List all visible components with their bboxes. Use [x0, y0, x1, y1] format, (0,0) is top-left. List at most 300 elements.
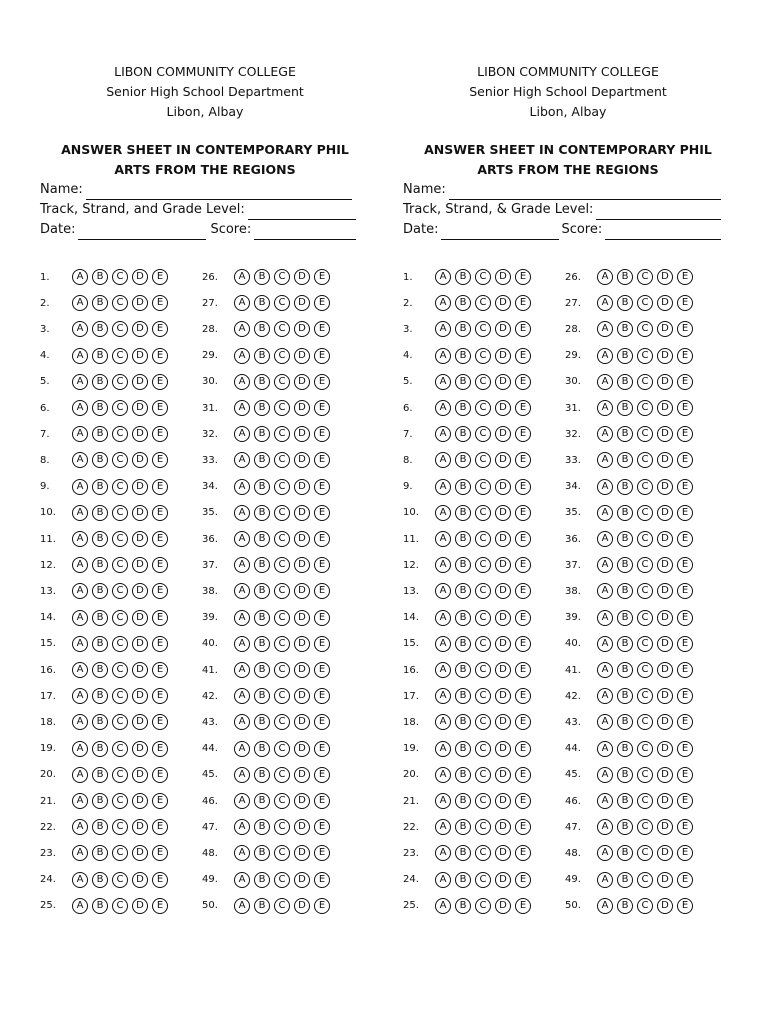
- choice-bubble-a[interactable]: A: [72, 348, 88, 364]
- choice-bubble-e[interactable]: E: [152, 479, 168, 495]
- choice-bubble-c[interactable]: C: [274, 845, 290, 861]
- choice-bubble-b[interactable]: B: [254, 321, 270, 337]
- choice-bubble-b[interactable]: B: [92, 583, 108, 599]
- choice-bubble-d[interactable]: D: [657, 714, 673, 730]
- choice-bubble-b[interactable]: B: [254, 741, 270, 757]
- choice-bubble-e[interactable]: E: [515, 793, 531, 809]
- choice-bubble-d[interactable]: D: [132, 505, 148, 521]
- choice-bubble-b[interactable]: B: [455, 557, 471, 573]
- choice-bubble-d[interactable]: D: [657, 898, 673, 914]
- choice-bubble-a[interactable]: A: [234, 452, 250, 468]
- choice-bubble-b[interactable]: B: [455, 505, 471, 521]
- track-field[interactable]: [40, 200, 370, 220]
- choice-bubble-d[interactable]: D: [657, 767, 673, 783]
- score-line[interactable]: [254, 225, 356, 240]
- choice-bubble-b[interactable]: B: [254, 374, 270, 390]
- choice-bubble-c[interactable]: C: [274, 426, 290, 442]
- date-score-field[interactable]: [40, 220, 370, 240]
- choice-bubble-d[interactable]: D: [495, 505, 511, 521]
- choice-bubble-d[interactable]: D: [294, 557, 310, 573]
- score-line[interactable]: [605, 225, 721, 240]
- choice-bubble-a[interactable]: A: [597, 636, 613, 652]
- choice-bubble-d[interactable]: D: [495, 636, 511, 652]
- choice-bubble-b[interactable]: B: [617, 583, 633, 599]
- choice-bubble-e[interactable]: E: [677, 636, 693, 652]
- choice-bubble-c[interactable]: C: [112, 793, 128, 809]
- choice-bubble-e[interactable]: E: [677, 767, 693, 783]
- choice-bubble-e[interactable]: E: [677, 583, 693, 599]
- choice-bubble-b[interactable]: B: [92, 400, 108, 416]
- choice-bubble-c[interactable]: C: [112, 898, 128, 914]
- choice-bubble-d[interactable]: D: [294, 662, 310, 678]
- choice-bubble-a[interactable]: A: [234, 426, 250, 442]
- choice-bubble-e[interactable]: E: [677, 348, 693, 364]
- choice-bubble-c[interactable]: C: [112, 583, 128, 599]
- choice-bubble-e[interactable]: E: [314, 741, 330, 757]
- choice-bubble-a[interactable]: A: [435, 819, 451, 835]
- choice-bubble-d[interactable]: D: [132, 348, 148, 364]
- choice-bubble-e[interactable]: E: [152, 636, 168, 652]
- choice-bubble-b[interactable]: B: [455, 793, 471, 809]
- choice-bubble-a[interactable]: A: [435, 269, 451, 285]
- choice-bubble-d[interactable]: D: [294, 583, 310, 599]
- choice-bubble-d[interactable]: D: [657, 688, 673, 704]
- choice-bubble-e[interactable]: E: [515, 845, 531, 861]
- choice-bubble-c[interactable]: C: [475, 400, 491, 416]
- choice-bubble-d[interactable]: D: [294, 714, 310, 730]
- choice-bubble-a[interactable]: A: [435, 505, 451, 521]
- choice-bubble-c[interactable]: C: [475, 452, 491, 468]
- choice-bubble-e[interactable]: E: [677, 374, 693, 390]
- choice-bubble-b[interactable]: B: [617, 531, 633, 547]
- choice-bubble-a[interactable]: A: [435, 374, 451, 390]
- choice-bubble-b[interactable]: B: [455, 348, 471, 364]
- choice-bubble-e[interactable]: E: [152, 741, 168, 757]
- choice-bubble-e[interactable]: E: [152, 714, 168, 730]
- choice-bubble-e[interactable]: E: [515, 426, 531, 442]
- choice-bubble-e[interactable]: E: [152, 295, 168, 311]
- choice-bubble-e[interactable]: E: [314, 374, 330, 390]
- choice-bubble-d[interactable]: D: [294, 898, 310, 914]
- choice-bubble-a[interactable]: A: [597, 662, 613, 678]
- choice-bubble-a[interactable]: A: [72, 295, 88, 311]
- choice-bubble-a[interactable]: A: [435, 583, 451, 599]
- choice-bubble-b[interactable]: B: [455, 426, 471, 442]
- choice-bubble-a[interactable]: A: [597, 898, 613, 914]
- choice-bubble-b[interactable]: B: [617, 845, 633, 861]
- choice-bubble-a[interactable]: A: [72, 845, 88, 861]
- choice-bubble-e[interactable]: E: [515, 610, 531, 626]
- choice-bubble-a[interactable]: A: [435, 662, 451, 678]
- choice-bubble-c[interactable]: C: [475, 321, 491, 337]
- choice-bubble-d[interactable]: D: [294, 872, 310, 888]
- choice-bubble-a[interactable]: A: [72, 872, 88, 888]
- choice-bubble-b[interactable]: B: [617, 321, 633, 337]
- choice-bubble-d[interactable]: D: [495, 819, 511, 835]
- choice-bubble-c[interactable]: C: [637, 531, 653, 547]
- choice-bubble-a[interactable]: A: [234, 793, 250, 809]
- choice-bubble-a[interactable]: A: [234, 714, 250, 730]
- choice-bubble-d[interactable]: D: [294, 767, 310, 783]
- choice-bubble-c[interactable]: C: [637, 872, 653, 888]
- choice-bubble-a[interactable]: A: [72, 636, 88, 652]
- choice-bubble-a[interactable]: A: [72, 793, 88, 809]
- choice-bubble-b[interactable]: B: [455, 269, 471, 285]
- choice-bubble-e[interactable]: E: [314, 348, 330, 364]
- choice-bubble-e[interactable]: E: [314, 662, 330, 678]
- choice-bubble-b[interactable]: B: [92, 426, 108, 442]
- choice-bubble-d[interactable]: D: [657, 531, 673, 547]
- choice-bubble-b[interactable]: B: [617, 819, 633, 835]
- choice-bubble-a[interactable]: A: [234, 767, 250, 783]
- choice-bubble-e[interactable]: E: [152, 348, 168, 364]
- choice-bubble-d[interactable]: D: [495, 714, 511, 730]
- choice-bubble-e[interactable]: E: [677, 505, 693, 521]
- choice-bubble-b[interactable]: B: [617, 479, 633, 495]
- choice-bubble-c[interactable]: C: [112, 400, 128, 416]
- choice-bubble-c[interactable]: C: [274, 400, 290, 416]
- choice-bubble-b[interactable]: B: [617, 505, 633, 521]
- choice-bubble-a[interactable]: A: [435, 636, 451, 652]
- choice-bubble-c[interactable]: C: [274, 898, 290, 914]
- choice-bubble-b[interactable]: B: [455, 662, 471, 678]
- choice-bubble-e[interactable]: E: [515, 767, 531, 783]
- choice-bubble-d[interactable]: D: [495, 531, 511, 547]
- choice-bubble-b[interactable]: B: [455, 452, 471, 468]
- choice-bubble-d[interactable]: D: [294, 819, 310, 835]
- choice-bubble-e[interactable]: E: [677, 872, 693, 888]
- choice-bubble-d[interactable]: D: [132, 662, 148, 678]
- choice-bubble-c[interactable]: C: [475, 583, 491, 599]
- choice-bubble-d[interactable]: D: [657, 583, 673, 599]
- choice-bubble-b[interactable]: B: [617, 426, 633, 442]
- choice-bubble-d[interactable]: D: [294, 531, 310, 547]
- choice-bubble-c[interactable]: C: [112, 845, 128, 861]
- choice-bubble-d[interactable]: D: [657, 741, 673, 757]
- choice-bubble-e[interactable]: E: [677, 741, 693, 757]
- choice-bubble-c[interactable]: C: [475, 636, 491, 652]
- choice-bubble-e[interactable]: E: [152, 583, 168, 599]
- choice-bubble-c[interactable]: C: [637, 269, 653, 285]
- choice-bubble-e[interactable]: E: [152, 610, 168, 626]
- choice-bubble-b[interactable]: B: [455, 295, 471, 311]
- choice-bubble-e[interactable]: E: [152, 898, 168, 914]
- choice-bubble-d[interactable]: D: [132, 374, 148, 390]
- choice-bubble-a[interactable]: A: [234, 741, 250, 757]
- choice-bubble-b[interactable]: B: [455, 872, 471, 888]
- choice-bubble-c[interactable]: C: [274, 374, 290, 390]
- choice-bubble-e[interactable]: E: [152, 452, 168, 468]
- track-line[interactable]: [596, 205, 721, 220]
- choice-bubble-c[interactable]: C: [112, 662, 128, 678]
- choice-bubble-a[interactable]: A: [435, 767, 451, 783]
- choice-bubble-d[interactable]: D: [294, 321, 310, 337]
- choice-bubble-c[interactable]: C: [112, 819, 128, 835]
- choice-bubble-e[interactable]: E: [152, 505, 168, 521]
- choice-bubble-a[interactable]: A: [72, 767, 88, 783]
- choice-bubble-d[interactable]: D: [132, 872, 148, 888]
- choice-bubble-b[interactable]: B: [254, 610, 270, 626]
- choice-bubble-e[interactable]: E: [677, 793, 693, 809]
- choice-bubble-e[interactable]: E: [152, 557, 168, 573]
- choice-bubble-a[interactable]: A: [597, 295, 613, 311]
- choice-bubble-b[interactable]: B: [617, 610, 633, 626]
- choice-bubble-e[interactable]: E: [677, 531, 693, 547]
- choice-bubble-e[interactable]: E: [152, 793, 168, 809]
- choice-bubble-e[interactable]: E: [515, 688, 531, 704]
- choice-bubble-e[interactable]: E: [314, 321, 330, 337]
- choice-bubble-a[interactable]: A: [234, 662, 250, 678]
- choice-bubble-a[interactable]: A: [597, 452, 613, 468]
- choice-bubble-a[interactable]: A: [234, 269, 250, 285]
- choice-bubble-c[interactable]: C: [112, 374, 128, 390]
- choice-bubble-e[interactable]: E: [314, 610, 330, 626]
- choice-bubble-d[interactable]: D: [132, 479, 148, 495]
- track-field[interactable]: [403, 200, 733, 220]
- choice-bubble-d[interactable]: D: [294, 295, 310, 311]
- choice-bubble-c[interactable]: C: [475, 610, 491, 626]
- choice-bubble-c[interactable]: C: [637, 452, 653, 468]
- choice-bubble-c[interactable]: C: [274, 662, 290, 678]
- choice-bubble-c[interactable]: C: [112, 479, 128, 495]
- choice-bubble-c[interactable]: C: [274, 741, 290, 757]
- choice-bubble-e[interactable]: E: [515, 348, 531, 364]
- date-score-field[interactable]: [403, 220, 733, 240]
- choice-bubble-c[interactable]: C: [274, 531, 290, 547]
- choice-bubble-d[interactable]: D: [294, 793, 310, 809]
- choice-bubble-a[interactable]: A: [597, 610, 613, 626]
- choice-bubble-a[interactable]: A: [72, 688, 88, 704]
- choice-bubble-b[interactable]: B: [92, 845, 108, 861]
- choice-bubble-c[interactable]: C: [637, 505, 653, 521]
- choice-bubble-d[interactable]: D: [657, 793, 673, 809]
- choice-bubble-e[interactable]: E: [314, 479, 330, 495]
- choice-bubble-a[interactable]: A: [72, 400, 88, 416]
- choice-bubble-e[interactable]: E: [152, 321, 168, 337]
- choice-bubble-c[interactable]: C: [637, 767, 653, 783]
- choice-bubble-d[interactable]: D: [657, 479, 673, 495]
- choice-bubble-c[interactable]: C: [274, 452, 290, 468]
- choice-bubble-d[interactable]: D: [657, 452, 673, 468]
- choice-bubble-e[interactable]: E: [515, 400, 531, 416]
- choice-bubble-e[interactable]: E: [515, 662, 531, 678]
- choice-bubble-d[interactable]: D: [132, 531, 148, 547]
- choice-bubble-e[interactable]: E: [314, 636, 330, 652]
- choice-bubble-a[interactable]: A: [597, 793, 613, 809]
- choice-bubble-e[interactable]: E: [152, 872, 168, 888]
- choice-bubble-e[interactable]: E: [314, 898, 330, 914]
- choice-bubble-e[interactable]: E: [152, 662, 168, 678]
- date-line[interactable]: [441, 225, 559, 240]
- choice-bubble-d[interactable]: D: [294, 269, 310, 285]
- choice-bubble-b[interactable]: B: [92, 662, 108, 678]
- choice-bubble-e[interactable]: E: [515, 583, 531, 599]
- choice-bubble-c[interactable]: C: [475, 767, 491, 783]
- choice-bubble-c[interactable]: C: [274, 479, 290, 495]
- choice-bubble-c[interactable]: C: [112, 872, 128, 888]
- choice-bubble-a[interactable]: A: [597, 557, 613, 573]
- choice-bubble-a[interactable]: A: [234, 295, 250, 311]
- choice-bubble-b[interactable]: B: [455, 688, 471, 704]
- choice-bubble-a[interactable]: A: [597, 688, 613, 704]
- choice-bubble-b[interactable]: B: [617, 662, 633, 678]
- choice-bubble-b[interactable]: B: [254, 479, 270, 495]
- choice-bubble-a[interactable]: A: [597, 479, 613, 495]
- choice-bubble-a[interactable]: A: [435, 793, 451, 809]
- choice-bubble-a[interactable]: A: [72, 505, 88, 521]
- choice-bubble-d[interactable]: D: [294, 741, 310, 757]
- choice-bubble-b[interactable]: B: [617, 741, 633, 757]
- choice-bubble-c[interactable]: C: [112, 505, 128, 521]
- choice-bubble-e[interactable]: E: [677, 400, 693, 416]
- choice-bubble-e[interactable]: E: [152, 269, 168, 285]
- choice-bubble-d[interactable]: D: [495, 610, 511, 626]
- choice-bubble-a[interactable]: A: [435, 714, 451, 730]
- choice-bubble-e[interactable]: E: [515, 374, 531, 390]
- choice-bubble-d[interactable]: D: [495, 872, 511, 888]
- choice-bubble-a[interactable]: A: [72, 819, 88, 835]
- choice-bubble-d[interactable]: D: [657, 400, 673, 416]
- choice-bubble-e[interactable]: E: [515, 819, 531, 835]
- choice-bubble-d[interactable]: D: [657, 269, 673, 285]
- choice-bubble-c[interactable]: C: [475, 845, 491, 861]
- choice-bubble-e[interactable]: E: [515, 557, 531, 573]
- choice-bubble-a[interactable]: A: [435, 452, 451, 468]
- choice-bubble-d[interactable]: D: [294, 374, 310, 390]
- choice-bubble-c[interactable]: C: [112, 636, 128, 652]
- choice-bubble-a[interactable]: A: [72, 583, 88, 599]
- choice-bubble-e[interactable]: E: [314, 872, 330, 888]
- choice-bubble-b[interactable]: B: [455, 845, 471, 861]
- choice-bubble-b[interactable]: B: [617, 872, 633, 888]
- choice-bubble-c[interactable]: C: [274, 321, 290, 337]
- choice-bubble-d[interactable]: D: [294, 426, 310, 442]
- choice-bubble-b[interactable]: B: [617, 557, 633, 573]
- choice-bubble-c[interactable]: C: [274, 295, 290, 311]
- choice-bubble-c[interactable]: C: [274, 819, 290, 835]
- choice-bubble-e[interactable]: E: [515, 269, 531, 285]
- choice-bubble-c[interactable]: C: [475, 295, 491, 311]
- choice-bubble-d[interactable]: D: [495, 348, 511, 364]
- choice-bubble-b[interactable]: B: [254, 348, 270, 364]
- choice-bubble-d[interactable]: D: [495, 400, 511, 416]
- choice-bubble-a[interactable]: A: [234, 505, 250, 521]
- choice-bubble-d[interactable]: D: [495, 426, 511, 442]
- choice-bubble-e[interactable]: E: [515, 505, 531, 521]
- choice-bubble-c[interactable]: C: [475, 479, 491, 495]
- date-line[interactable]: [78, 225, 206, 240]
- choice-bubble-d[interactable]: D: [657, 348, 673, 364]
- choice-bubble-e[interactable]: E: [314, 295, 330, 311]
- choice-bubble-b[interactable]: B: [92, 531, 108, 547]
- choice-bubble-c[interactable]: C: [274, 505, 290, 521]
- choice-bubble-b[interactable]: B: [455, 321, 471, 337]
- choice-bubble-e[interactable]: E: [677, 321, 693, 337]
- choice-bubble-b[interactable]: B: [92, 479, 108, 495]
- choice-bubble-b[interactable]: B: [92, 636, 108, 652]
- choice-bubble-e[interactable]: E: [314, 557, 330, 573]
- choice-bubble-c[interactable]: C: [637, 479, 653, 495]
- choice-bubble-a[interactable]: A: [234, 610, 250, 626]
- choice-bubble-a[interactable]: A: [234, 845, 250, 861]
- choice-bubble-e[interactable]: E: [314, 505, 330, 521]
- choice-bubble-b[interactable]: B: [455, 479, 471, 495]
- choice-bubble-e[interactable]: E: [314, 583, 330, 599]
- choice-bubble-c[interactable]: C: [637, 688, 653, 704]
- choice-bubble-d[interactable]: D: [132, 767, 148, 783]
- choice-bubble-a[interactable]: A: [597, 426, 613, 442]
- choice-bubble-a[interactable]: A: [435, 479, 451, 495]
- choice-bubble-b[interactable]: B: [92, 898, 108, 914]
- choice-bubble-d[interactable]: D: [132, 452, 148, 468]
- choice-bubble-a[interactable]: A: [234, 583, 250, 599]
- choice-bubble-e[interactable]: E: [152, 400, 168, 416]
- choice-bubble-a[interactable]: A: [597, 872, 613, 888]
- choice-bubble-c[interactable]: C: [112, 295, 128, 311]
- choice-bubble-a[interactable]: A: [597, 819, 613, 835]
- choice-bubble-c[interactable]: C: [112, 269, 128, 285]
- choice-bubble-d[interactable]: D: [132, 688, 148, 704]
- choice-bubble-d[interactable]: D: [495, 374, 511, 390]
- choice-bubble-b[interactable]: B: [92, 557, 108, 573]
- choice-bubble-b[interactable]: B: [455, 741, 471, 757]
- choice-bubble-a[interactable]: A: [72, 269, 88, 285]
- choice-bubble-d[interactable]: D: [294, 400, 310, 416]
- choice-bubble-c[interactable]: C: [112, 321, 128, 337]
- choice-bubble-c[interactable]: C: [475, 505, 491, 521]
- choice-bubble-c[interactable]: C: [112, 714, 128, 730]
- track-line[interactable]: [248, 205, 356, 220]
- choice-bubble-d[interactable]: D: [657, 819, 673, 835]
- choice-bubble-c[interactable]: C: [112, 426, 128, 442]
- choice-bubble-e[interactable]: E: [314, 819, 330, 835]
- choice-bubble-c[interactable]: C: [637, 845, 653, 861]
- choice-bubble-d[interactable]: D: [132, 295, 148, 311]
- choice-bubble-c[interactable]: C: [637, 295, 653, 311]
- choice-bubble-b[interactable]: B: [455, 714, 471, 730]
- choice-bubble-c[interactable]: C: [274, 872, 290, 888]
- choice-bubble-d[interactable]: D: [132, 741, 148, 757]
- choice-bubble-b[interactable]: B: [254, 793, 270, 809]
- choice-bubble-d[interactable]: D: [657, 505, 673, 521]
- choice-bubble-c[interactable]: C: [475, 898, 491, 914]
- choice-bubble-d[interactable]: D: [132, 898, 148, 914]
- choice-bubble-a[interactable]: A: [435, 557, 451, 573]
- choice-bubble-d[interactable]: D: [294, 845, 310, 861]
- choice-bubble-c[interactable]: C: [637, 610, 653, 626]
- choice-bubble-b[interactable]: B: [254, 819, 270, 835]
- choice-bubble-e[interactable]: E: [152, 688, 168, 704]
- choice-bubble-b[interactable]: B: [92, 793, 108, 809]
- choice-bubble-a[interactable]: A: [435, 872, 451, 888]
- choice-bubble-c[interactable]: C: [475, 793, 491, 809]
- choice-bubble-d[interactable]: D: [657, 872, 673, 888]
- choice-bubble-e[interactable]: E: [314, 714, 330, 730]
- choice-bubble-c[interactable]: C: [475, 269, 491, 285]
- choice-bubble-c[interactable]: C: [475, 819, 491, 835]
- choice-bubble-b[interactable]: B: [617, 898, 633, 914]
- choice-bubble-a[interactable]: A: [72, 531, 88, 547]
- choice-bubble-e[interactable]: E: [152, 767, 168, 783]
- choice-bubble-a[interactable]: A: [234, 321, 250, 337]
- choice-bubble-d[interactable]: D: [495, 793, 511, 809]
- choice-bubble-e[interactable]: E: [314, 767, 330, 783]
- choice-bubble-d[interactable]: D: [657, 426, 673, 442]
- choice-bubble-b[interactable]: B: [455, 636, 471, 652]
- choice-bubble-c[interactable]: C: [475, 872, 491, 888]
- choice-bubble-a[interactable]: A: [72, 479, 88, 495]
- choice-bubble-b[interactable]: B: [455, 767, 471, 783]
